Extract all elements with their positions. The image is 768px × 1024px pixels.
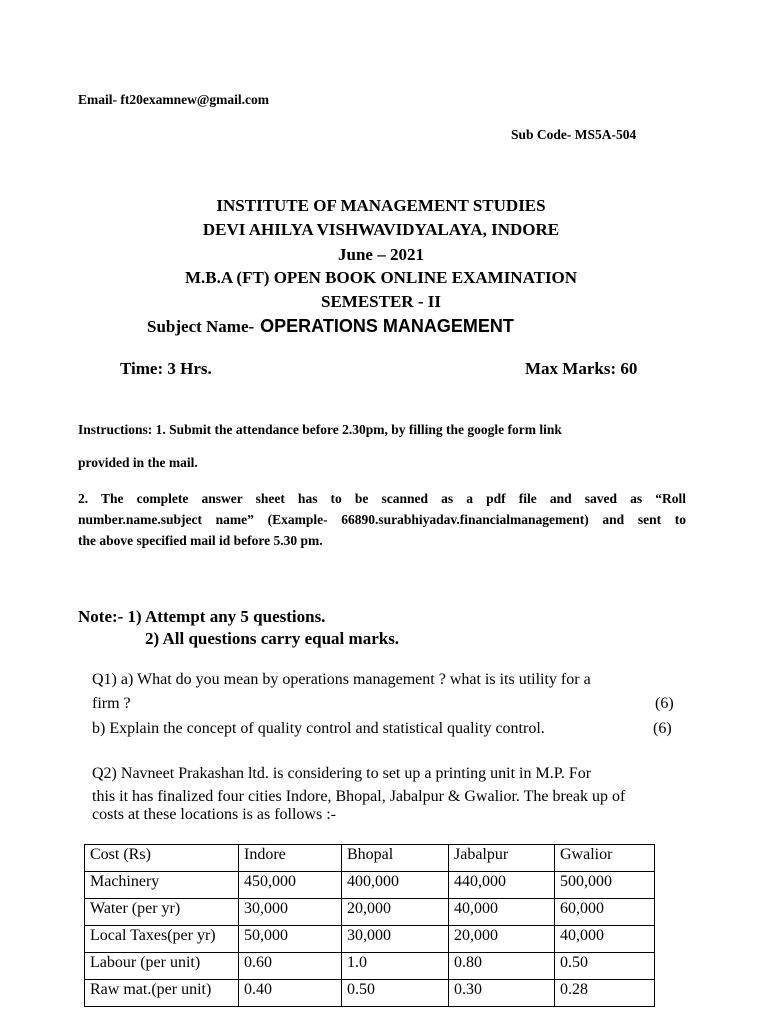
subject-value: OPERATIONS MANAGEMENT (260, 316, 514, 336)
time-allowed: Time: 3 Hrs. (120, 359, 212, 378)
table-cell: 20,000 (342, 899, 449, 926)
semester: SEMESTER - II (321, 292, 441, 311)
instruction-1: Instructions: 1. Submit the attendance before 2.30pm, by filling the google form link (78, 422, 562, 437)
table-row (85, 953, 655, 980)
table-header-cell: Cost (Rs) (85, 845, 239, 872)
table-cell: Raw mat.(per unit) (85, 980, 239, 1007)
table-cell: 0.28 (555, 980, 655, 1007)
exam-title: M.B.A (FT) OPEN BOOK ONLINE EXAMINATION (184, 268, 578, 287)
table-cell: 60,000 (555, 899, 655, 926)
table-cell: 500,000 (555, 872, 655, 899)
instruction-2 (78, 488, 686, 551)
table-header-cell: Gwalior (555, 845, 655, 872)
table-row (85, 980, 655, 1007)
table-cell: 0.50 (342, 980, 449, 1007)
table-cell: 50,000 (239, 926, 342, 953)
table-cell: Water (per yr) (85, 899, 239, 926)
table-cell: 400,000 (342, 872, 449, 899)
q1a-line-2: firm ? (92, 695, 131, 712)
table-header-cell: Bhopal (342, 845, 449, 872)
q1b-line: b) Explain the concept of quality control and statistical quality control. (92, 720, 545, 737)
email-line: Email- ft20examnew@gmail.com (78, 92, 270, 107)
note-line-2: 2) All questions carry equal marks. (145, 629, 400, 648)
cost-table (84, 844, 655, 1007)
university-name: DEVI AHILYA VISHWAVIDYALAYA, INDORE (202, 220, 560, 239)
table-row (85, 926, 655, 953)
table-cell: 1.0 (342, 953, 449, 980)
table-cell: 30,000 (239, 899, 342, 926)
table-cell: 0.60 (239, 953, 342, 980)
table-cell: 30,000 (342, 926, 449, 953)
table-cell: 0.80 (449, 953, 555, 980)
instruction-1-continued: provided in the mail. (78, 455, 198, 470)
table-row (85, 899, 655, 926)
note-line-1: Note:- 1) Attempt any 5 questions. (78, 607, 326, 626)
q2-line-1: Q2) Navneet Prakashan ltd. is considering to set up a printing unit in M.P. For (92, 765, 592, 782)
table-cell: 0.40 (239, 980, 342, 1007)
subject-line (147, 316, 514, 337)
subject-code: Sub Code- MS5A-504 (511, 127, 637, 142)
institute-name: INSTITUTE OF MANAGEMENT STUDIES (216, 196, 546, 215)
table-cell: 450,000 (239, 872, 342, 899)
instruction-2-line-2: number.name.subject name” (Example- 66890.surabhiyadav.financialmanagement) and sent to (78, 512, 686, 527)
table-row (85, 872, 655, 899)
instruction-2-line-1: 2. The complete answer sheet has to be scanned as a pdf file and saved as “Roll (78, 491, 686, 506)
table-cell: Labour (per unit) (85, 953, 239, 980)
table-cell: 40,000 (449, 899, 555, 926)
table-cell: Local Taxes(per yr) (85, 926, 239, 953)
table-cell: Machinery (85, 872, 239, 899)
subject-label: Subject Name- (147, 317, 255, 336)
table-cell: 0.30 (449, 980, 555, 1007)
table-cell: 0.50 (555, 953, 655, 980)
q2-line-2: this it has finalized four cities Indore, Bhopal, Jabalpur & Gwalior. The break up of (92, 788, 626, 805)
q1b-marks: (6) (653, 720, 672, 737)
table-header-cell: Indore (239, 845, 342, 872)
table-cell: 40,000 (555, 926, 655, 953)
table-cell: 20,000 (449, 926, 555, 953)
table-cell: 440,000 (449, 872, 555, 899)
max-marks: Max Marks: 60 (525, 359, 638, 378)
q1a-marks: (6) (655, 695, 674, 712)
table-header-cell: Jabalpur (449, 845, 555, 872)
instruction-2-line-3: the above specified mail id before 5.30 pm. (78, 533, 323, 548)
q2-line-3: costs at these locations is as follows :- (92, 806, 336, 823)
exam-date: June – 2021 (338, 245, 424, 264)
q1a-line-1: Q1) a) What do you mean by operations management ? what is its utility for a (92, 671, 591, 688)
table-header-row (85, 845, 655, 872)
